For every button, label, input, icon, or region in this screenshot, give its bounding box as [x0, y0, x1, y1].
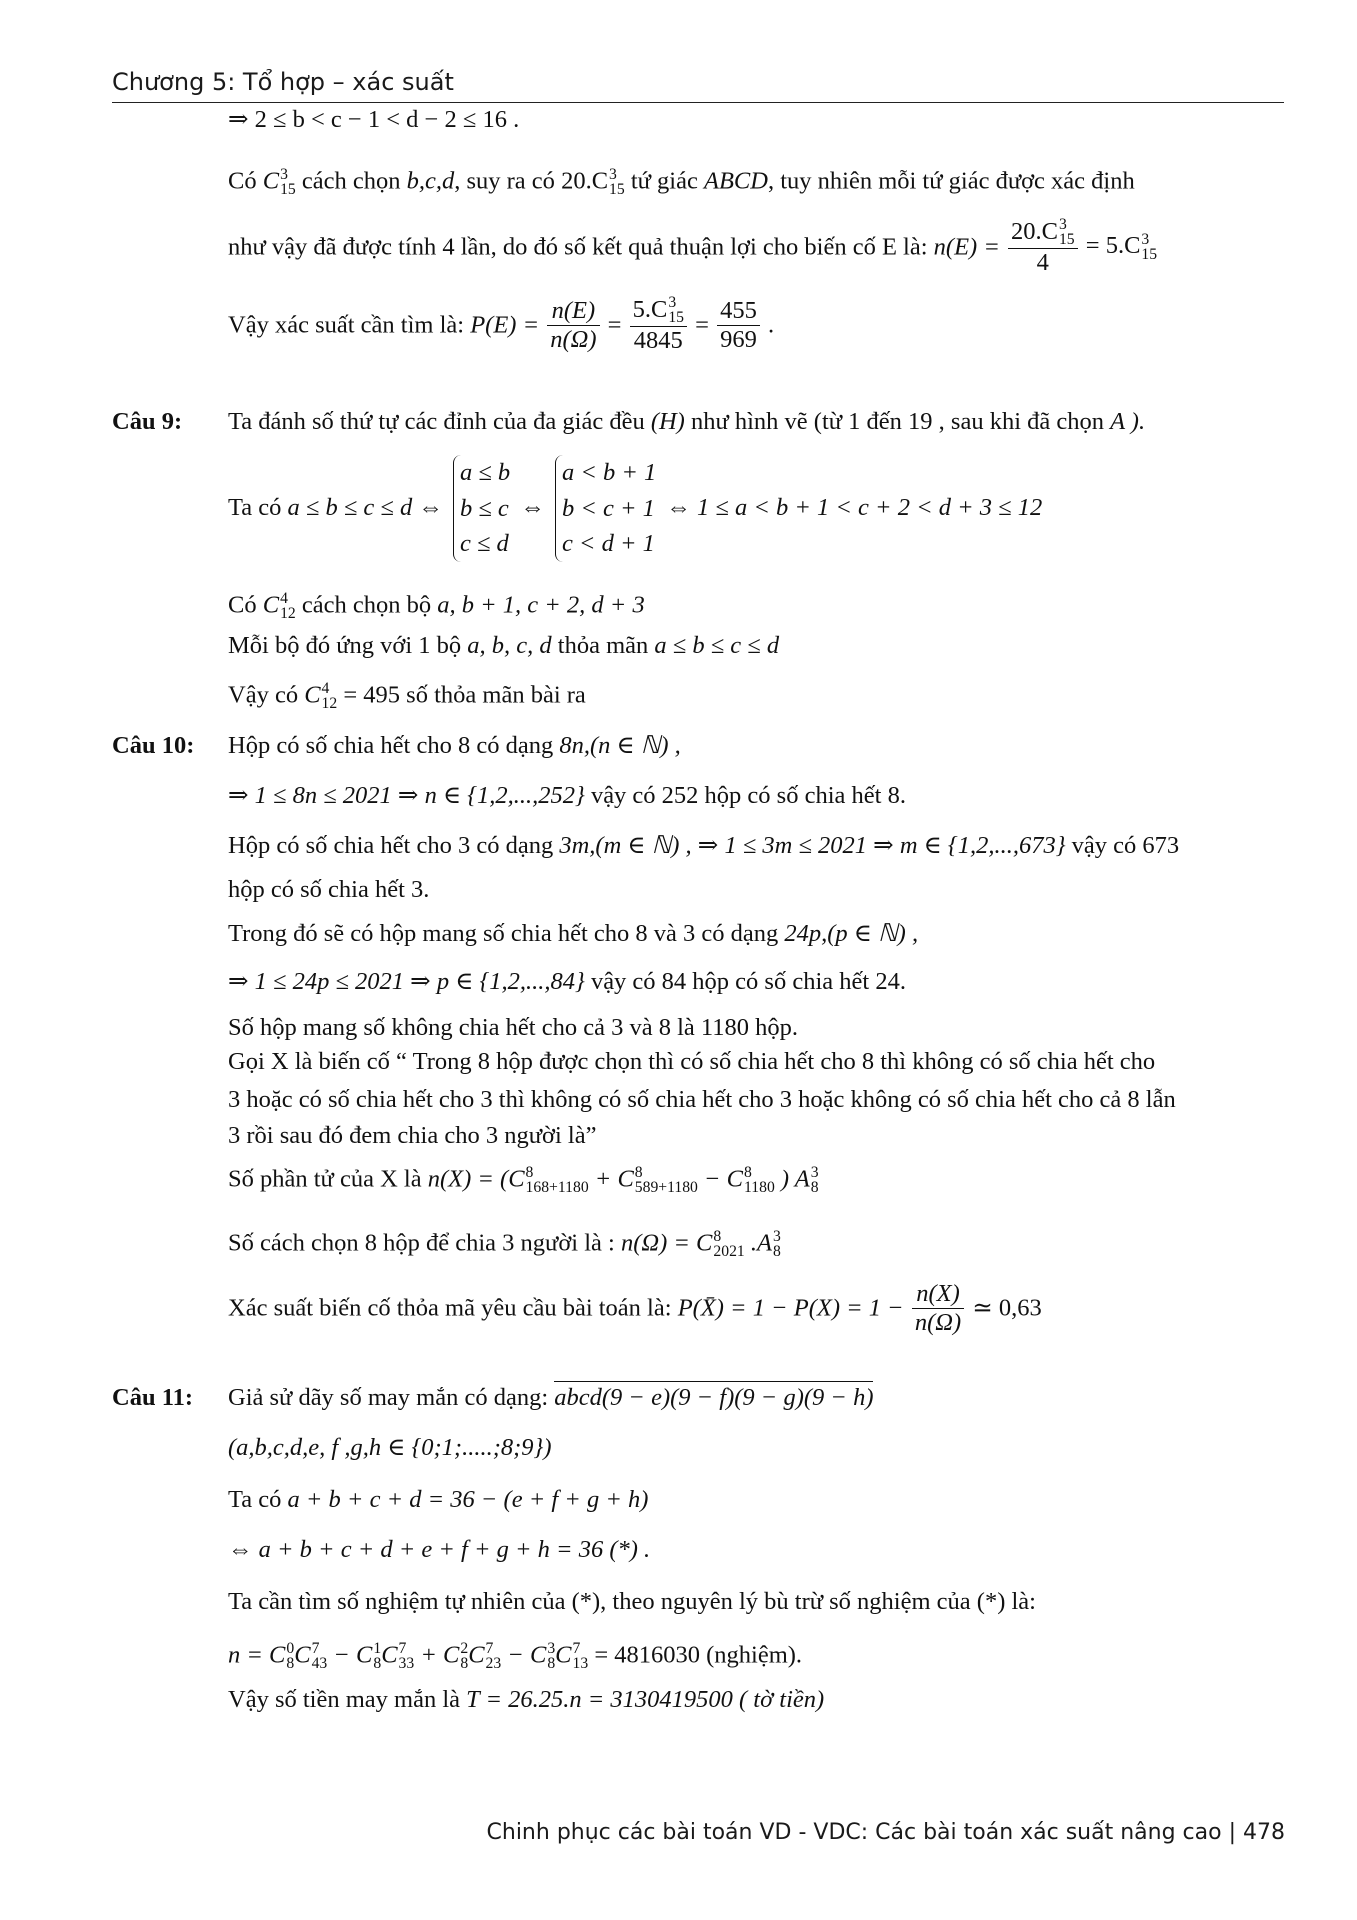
line-c15: Có C 3 15 cách chọn b,c,d, suy ra có 20.C 3 15 tứ giác ABCD, tuy nhiên mỗi tứ giác được xác định [228, 166, 1135, 198]
line-ne: như vậy đã được tính 4 lần, do đó số kết quả thuận lợi cho biến cố E là: n(E) = 20.C 3 15 4 = 5.C 3 15 [228, 216, 1158, 277]
q11-line-3: Ta có a + b + c + d = 36 − (e + f + g + h) [228, 1486, 649, 1513]
header-rule [112, 102, 1284, 103]
q11-line-4: ⇔ a + b + c + d + e + f + g + h = 36 (*) . [228, 1536, 651, 1563]
sys2-row: c < d + 1 [561, 530, 655, 558]
q9-line-moi-bo: Mỗi bộ đó ứng với 1 bộ a, b, c, d thỏa mãn a ≤ b ≤ c ≤ d [228, 632, 780, 659]
line-pe: Vậy xác suất cần tìm là: P(E) = $\frac{n(E)}{n(\Omega)}$ = 5.C 3 15 4845 = $\frac{455}{969}$ . [228, 294, 775, 355]
sys2-row: a < b + 1 [561, 459, 657, 486]
q10-line-7: Số hộp mang số không chia hết cho cả 3 và 8 là 1180 hộp. [228, 1014, 798, 1041]
page-number: | 478 [1228, 1820, 1285, 1845]
top-inequality: ⇒ 2 ≤ b < c − 1 < d − 2 ≤ 16 . [228, 106, 520, 133]
q10-line-3: Hộp có số chia hết cho 3 có dạng 3m,(m ∈ ℕ) , ⇒ 1 ≤ 3m ≤ 2021 ⇒ m ∈ {1,2,...,673} vậy có 673 [228, 832, 1180, 859]
q10-line-10: 3 rồi sau đó đem chia cho 3 người là” [228, 1122, 597, 1149]
sys1-row: b ≤ c [459, 494, 509, 522]
ne-fraction: 20.C 3 15 4 [1008, 218, 1078, 277]
q10-line-4: hộp có số chia hết 3. [228, 876, 430, 903]
system-2 [555, 455, 656, 562]
q10-line-6: ⇒ 1 ≤ 24p ≤ 2021 ⇒ p ∈ {1,2,...,84} vậy có 84 hộp có số chia hết 24. [228, 968, 906, 995]
q10-line-nx: Số phần tử của X là n(X) = (C 8 168+1180 + C 8 589+1180 − C 8 1180 ) A 3 8 [228, 1164, 819, 1196]
q10-line-8: Gọi X là biến cố “ Trong 8 hộp được chọn thì có số chia hết cho 8 thì không có số chia hết cho [228, 1048, 1156, 1075]
q11-line-7: Vậy số tiền may mắn là T = 26.25.n = 3130419500 ( tờ tiền) [228, 1686, 825, 1713]
q11-line-2: (a,b,c,d,e, f ,g,h ∈ {0;1;.....;8;9}) [228, 1434, 552, 1461]
q10-line-probability: Xác suất biến cố thỏa mã yêu cầu bài toán là: P(X̄) = 1 − P(X) = 1 − $\frac{n(X)}{n(\Omega)}$ ≃ 0,63 [228, 1280, 1042, 1337]
question-11-label: Câu 11: [112, 1384, 194, 1411]
q10-line-5: Trong đó sẽ có hộp mang số chia hết cho 8 và 3 có dạng 24p,(p ∈ ℕ) , [228, 920, 919, 947]
sys1-row: a ≤ b [459, 459, 511, 486]
chapter-header: Chương 5: Tổ hợp – xác suất [112, 68, 454, 96]
q9-line-result: Vậy có C 4 12 = 495 số thỏa mãn bài ra [228, 680, 586, 712]
question-10-label: Câu 10: [112, 732, 195, 759]
book-title: Chinh phục các bài toán VD - VDC: Các bài toán xác suất nâng cao [486, 1820, 1222, 1845]
sys1-row: c ≤ d [459, 530, 509, 558]
question-9-label: Câu 9: [112, 408, 183, 435]
q11-line-6: n = C 0 8 C 7 43 − C 1 8 C 7 33 + C 2 8 C 7 23 − C 3 8 C 7 13 = 4816030 (nghiệm). [228, 1640, 803, 1672]
q9-line-c12: Có C 4 12 cách chọn bộ a, b + 1, c + 2, d + 3 [228, 590, 645, 622]
q10-line-9: 3 hoặc có số chia hết cho 3 thì không có số chia hết cho 3 hoặc không có số chia hết cho cả 8 lẫn [228, 1086, 1176, 1113]
q11-line-1: Giả sử dãy số may mắn có dạng: abcd(9 − e)(9 − f)(9 − g)(9 − h) [228, 1386, 873, 1411]
q10-line-2: ⇒ 1 ≤ 8n ≤ 2021 ⇒ n ∈ {1,2,...,252} vậy có 252 hộp có số chia hết 8. [228, 782, 906, 809]
page-footer [487, 1822, 1285, 1844]
q10-line-nomega: Số cách chọn 8 hộp để chia 3 người là : n(Ω) = C 8 2021 .A 3 8 [228, 1228, 781, 1260]
q10-line-1: Hộp có số chia hết cho 8 có dạng 8n,(n ∈ ℕ) , [228, 732, 681, 759]
q9-system: Ta có a ≤ b ≤ c ≤ d ⇔ a ≤ b b ≤ c c ≤ d ⇔ a < b + 1 b < c + 1 c < d + 1 ⇔ 1 ≤ a < b + 1 < c + 2 < d + 3 ≤ 12 [228, 455, 1042, 562]
q9-intro: Ta đánh số thứ tự các đỉnh của đa giác đều (H) như hình vẽ (từ 1 đến 19 , sau khi đã chọn A ). [228, 408, 1146, 435]
q11-line-5: Ta cần tìm số nghiệm tự nhiên của (*), theo nguyên lý bù trừ số nghiệm của (*) là: [228, 1588, 1036, 1615]
sys2-row: b < c + 1 [561, 494, 655, 522]
system-1 [453, 455, 510, 562]
